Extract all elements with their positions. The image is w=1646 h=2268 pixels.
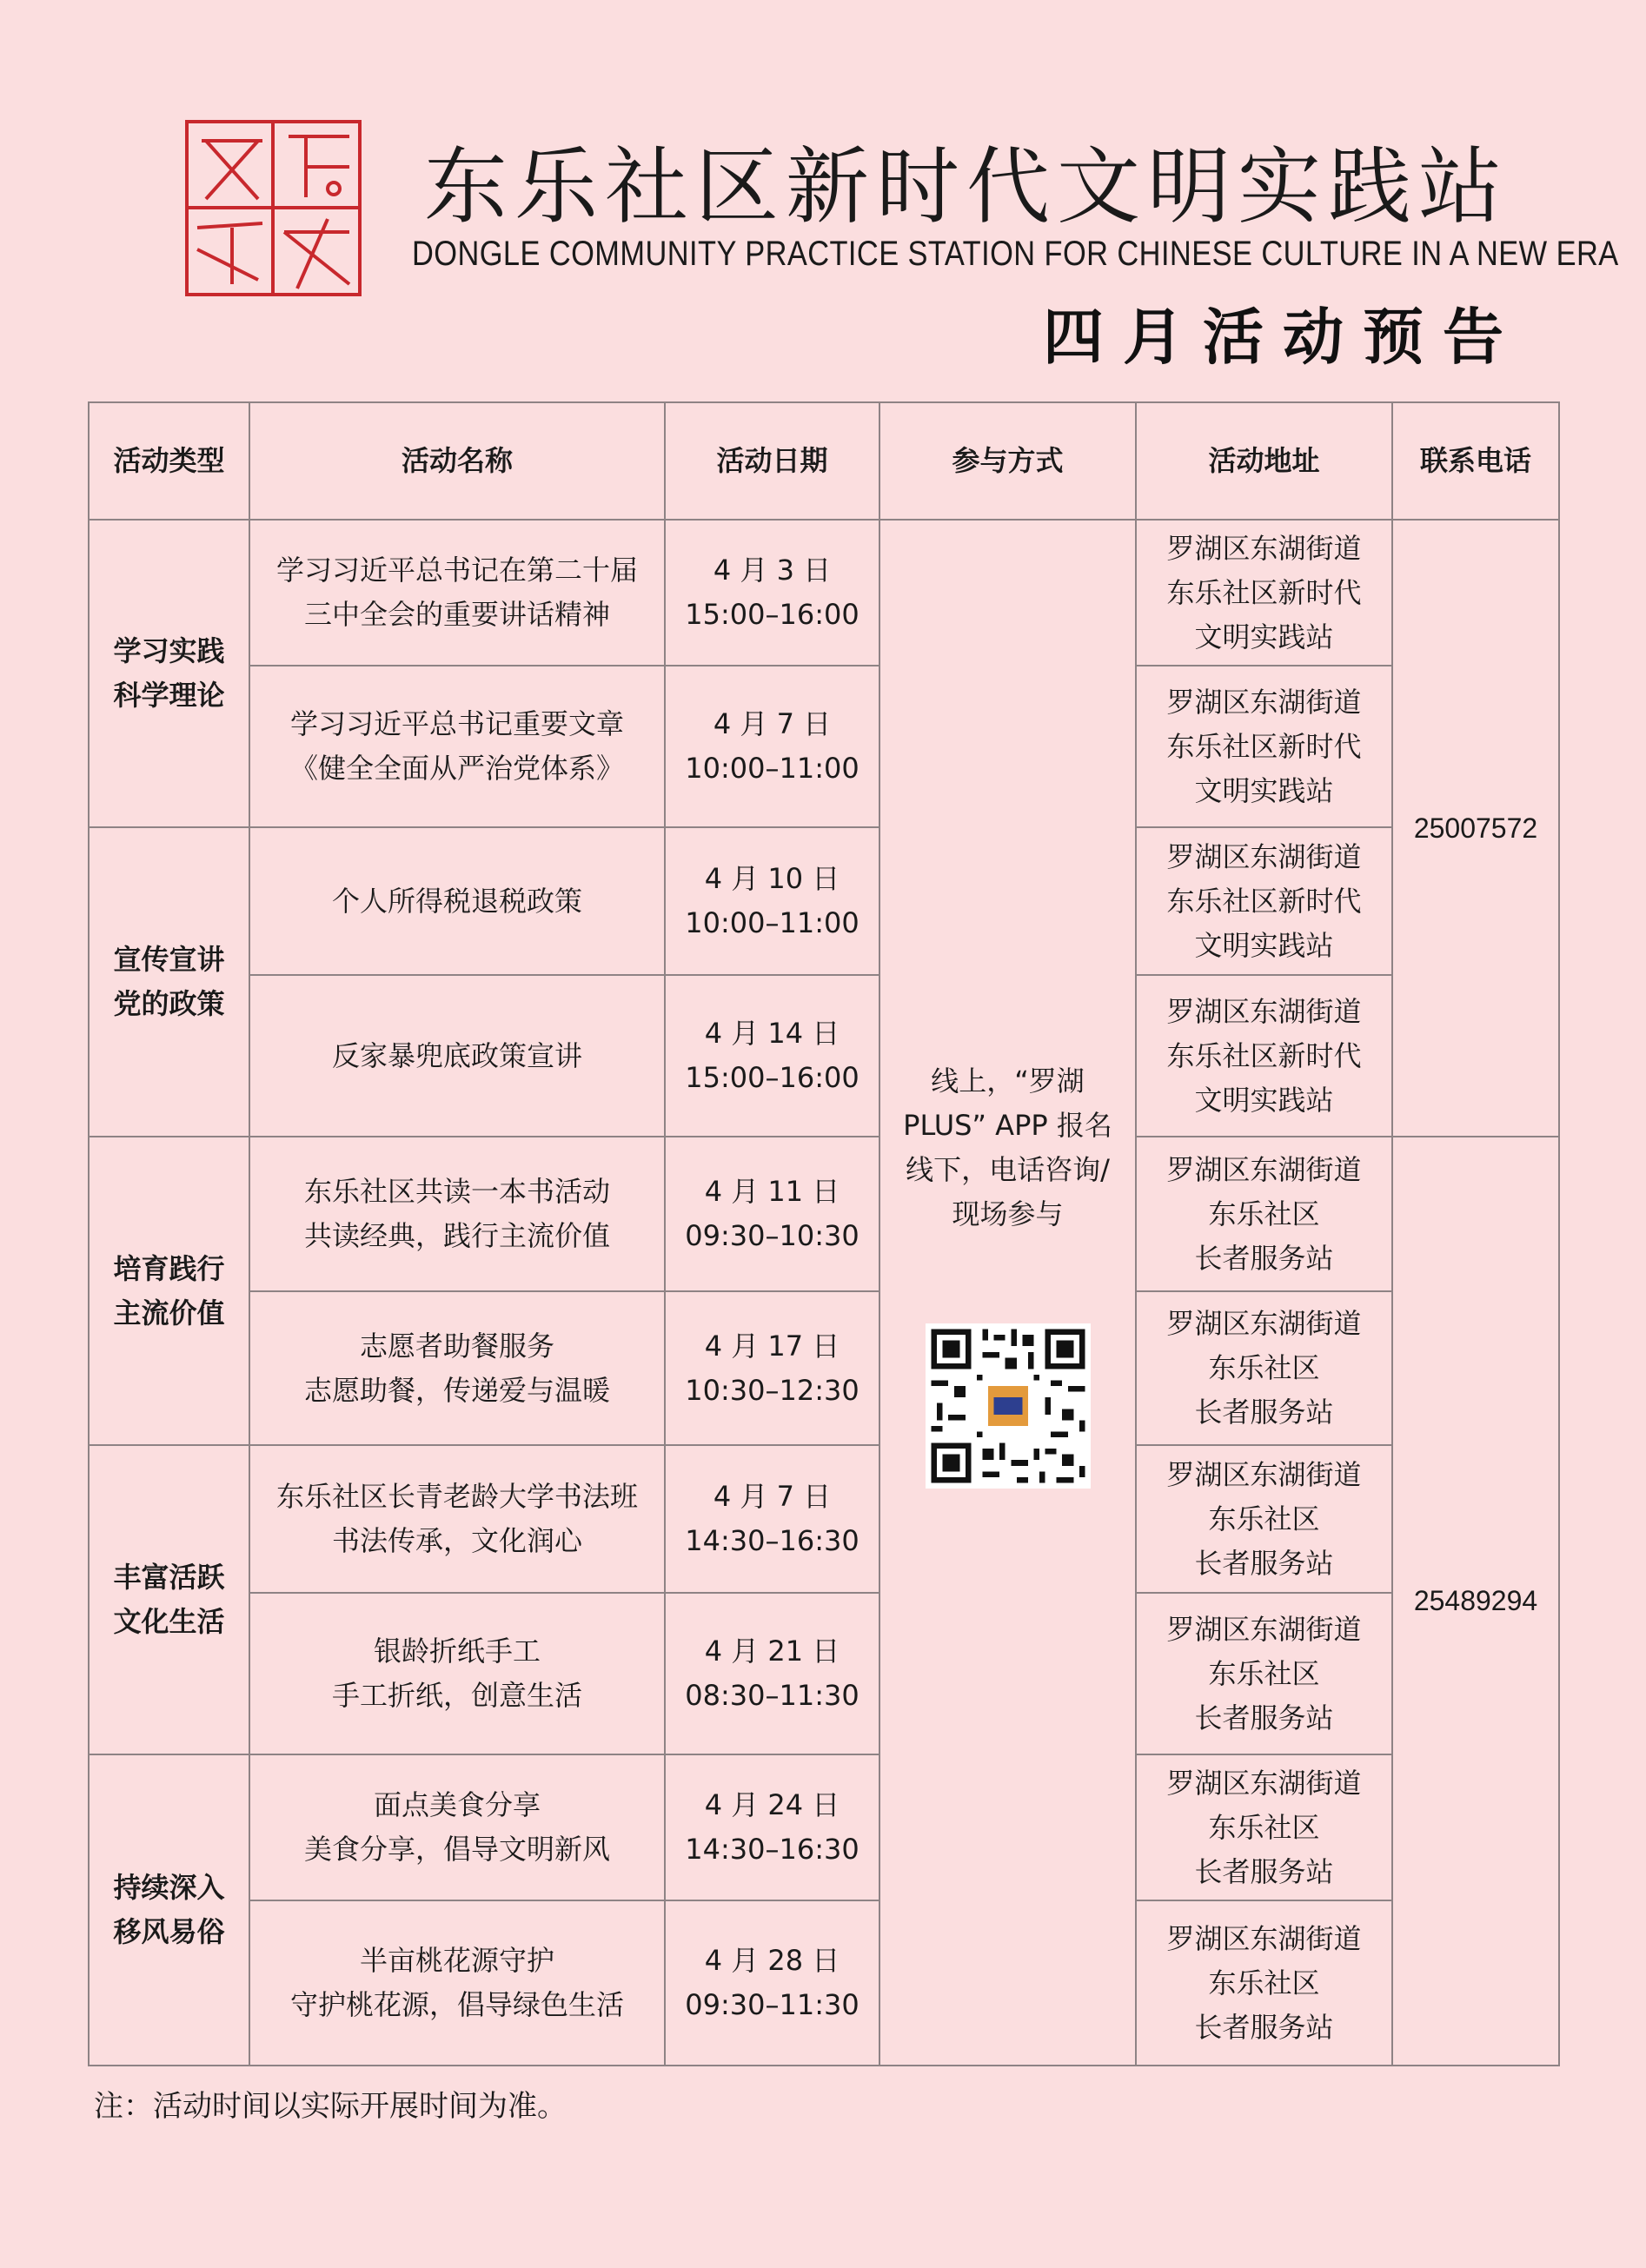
address-cell: 罗湖区东湖街道 东乐社区新时代 文明实践站	[1136, 520, 1392, 666]
activity-date-cell: 4 月 17 日 10:30–12:30	[665, 1291, 879, 1445]
activity-name-cell: 学习习近平总书记重要文章 《健全全面从严治党体系》	[249, 666, 665, 827]
phone-cell: 25007572	[1392, 520, 1559, 1137]
participation-cell: 线上，“罗湖 PLUS” APP 报名 线下，电话咨询/ 现场参与	[879, 520, 1136, 2066]
address-cell: 罗湖区东湖街道 东乐社区 长者服务站	[1136, 1900, 1392, 2066]
qr-code-icon	[926, 1323, 1091, 1489]
activity-name-cell: 东乐社区共读一本书活动 共读经典，践行主流价值	[249, 1137, 665, 1291]
activity-date-cell: 4 月 7 日 14:30–16:30	[665, 1445, 879, 1593]
activity-name-cell: 银龄折纸手工 手工折纸，创意生活	[249, 1593, 665, 1754]
header-activity-date: 活动日期	[665, 402, 879, 520]
activity-name-cell: 东乐社区长青老龄大学书法班 书法传承，文化润心	[249, 1445, 665, 1593]
address-cell: 罗湖区东湖街道 东乐社区 长者服务站	[1136, 1291, 1392, 1445]
activity-date-cell: 4 月 11 日 09:30–10:30	[665, 1137, 879, 1291]
activity-date-cell: 4 月 24 日 14:30–16:30	[665, 1754, 879, 1900]
activity-date-cell: 4 月 14 日 15:00–16:00	[665, 975, 879, 1137]
activity-date-cell: 4 月 3 日 15:00–16:00	[665, 520, 879, 666]
schedule-subtitle: 四月活动预告	[1043, 302, 1523, 373]
activity-schedule-table	[88, 401, 1560, 2066]
category-cell: 持续深入 移风易俗	[89, 1754, 249, 2066]
table-row	[89, 1593, 1559, 1754]
category-cell: 丰富活跃 文化生活	[89, 1445, 249, 1754]
activity-date-cell: 4 月 7 日 10:00–11:00	[665, 666, 879, 827]
activity-name-cell: 反家暴兜底政策宣讲	[249, 975, 665, 1137]
table-row	[89, 1137, 1559, 1291]
category-cell: 学习实践 科学理论	[89, 520, 249, 827]
address-cell: 罗湖区东湖街道 东乐社区 长者服务站	[1136, 1593, 1392, 1754]
station-logo	[184, 119, 362, 297]
address-cell: 罗湖区东湖街道 东乐社区新时代 文明实践站	[1136, 666, 1392, 827]
header-category: 活动类型	[89, 402, 249, 520]
header-phone: 联系电话	[1392, 402, 1559, 520]
activity-date-cell: 4 月 10 日 10:00–11:00	[665, 827, 879, 975]
table-row	[89, 1900, 1559, 2066]
table-header-row	[89, 402, 1559, 520]
table-row	[89, 827, 1559, 975]
address-cell: 罗湖区东湖街道 东乐社区 长者服务站	[1136, 1137, 1392, 1291]
station-title: 东乐社区新时代文明实践站	[424, 138, 1509, 235]
footnote: 注：活动时间以实际开展时间为准。	[94, 2089, 567, 2124]
header-address: 活动地址	[1136, 402, 1392, 520]
address-cell: 罗湖区东湖街道 东乐社区 长者服务站	[1136, 1445, 1392, 1593]
activity-name-cell: 志愿者助餐服务 志愿助餐，传递爱与温暖	[249, 1291, 665, 1445]
table-row	[89, 666, 1559, 827]
table-row	[89, 1754, 1559, 1900]
activity-name-cell: 学习习近平总书记在第二十届 三中全会的重要讲话精神	[249, 520, 665, 666]
table-row	[89, 520, 1559, 666]
category-cell: 培育践行 主流价值	[89, 1137, 249, 1445]
station-title-english: DONGLE COMMUNITY PRACTICE STATION FOR CHINESE CULTURE IN A NEW ERA	[412, 235, 1619, 273]
address-cell: 罗湖区东湖街道 东乐社区 长者服务站	[1136, 1754, 1392, 1900]
activity-name-cell: 半亩桃花源守护 守护桃花源，倡导绿色生活	[249, 1900, 665, 2066]
table-row	[89, 975, 1559, 1137]
category-cell: 宣传宣讲 党的政策	[89, 827, 249, 1137]
header-participation: 参与方式	[879, 402, 1136, 520]
phone-cell: 25489294	[1392, 1137, 1559, 2066]
address-cell: 罗湖区东湖街道 东乐社区新时代 文明实践站	[1136, 975, 1392, 1137]
activity-date-cell: 4 月 21 日 08:30–11:30	[665, 1593, 879, 1754]
activity-name-cell: 面点美食分享 美食分享，倡导文明新风	[249, 1754, 665, 1900]
table-row	[89, 1445, 1559, 1593]
activity-date-cell: 4 月 28 日 09:30–11:30	[665, 1900, 879, 2066]
header-activity-name: 活动名称	[249, 402, 665, 520]
table-row	[89, 1291, 1559, 1445]
address-cell: 罗湖区东湖街道 东乐社区新时代 文明实践站	[1136, 827, 1392, 975]
activity-name-cell: 个人所得税退税政策	[249, 827, 665, 975]
